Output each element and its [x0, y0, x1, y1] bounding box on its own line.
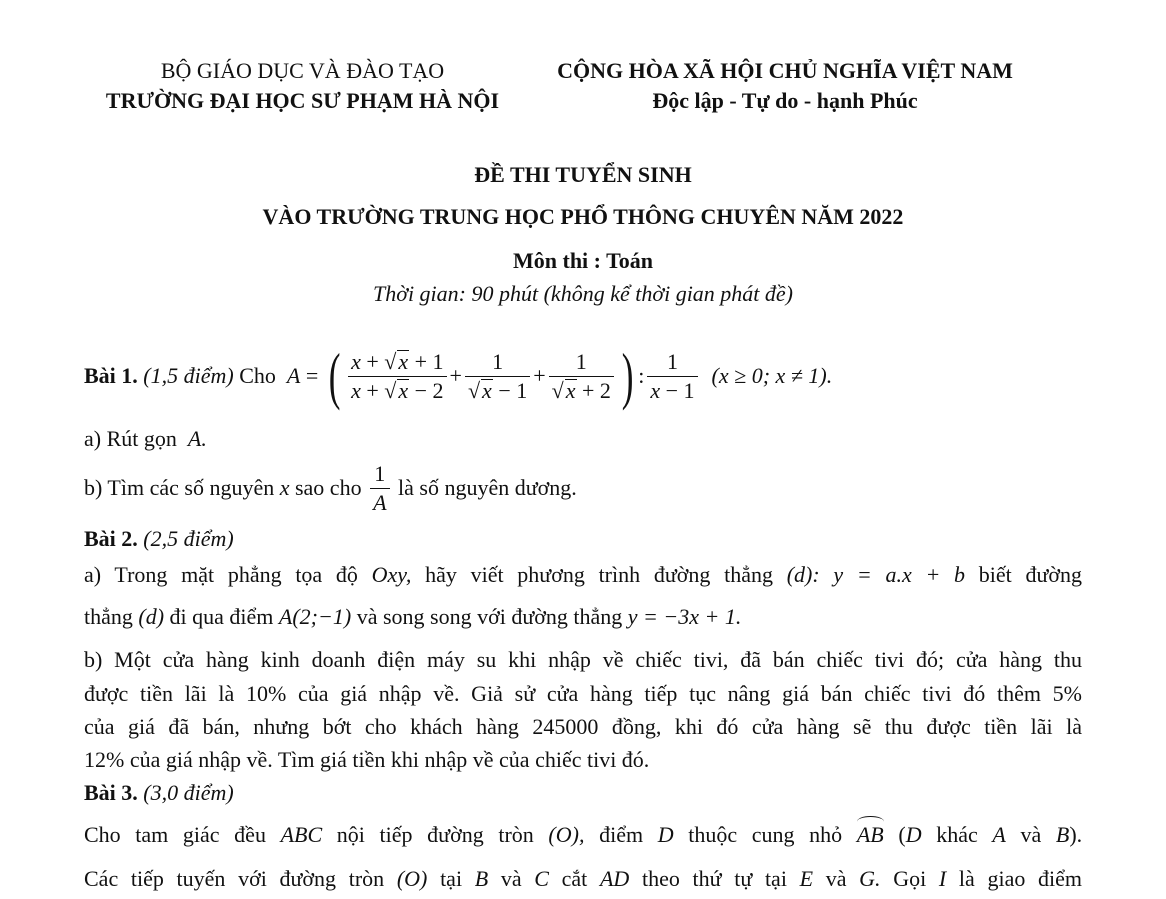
point-B: B [1055, 822, 1070, 847]
parallel-equation: y = −3x + 1. [627, 604, 742, 629]
oxy: Oxy, [371, 562, 412, 587]
exam-time: Thời gian: 90 phút (không kể thời gian phát đề) [372, 281, 794, 306]
fraction-1-over-A: $\frac{1}{A}$ [370, 460, 389, 517]
bai1-points: (1,5 điểm) [143, 363, 234, 388]
left-paren: ( [328, 340, 341, 411]
text: đi qua điểm [169, 604, 274, 629]
var-x: x [279, 475, 290, 500]
bai1-part-a [84, 426, 207, 452]
text: thẳng [84, 604, 133, 629]
bai1-b-mid: sao cho [294, 475, 362, 500]
bai3-line1 [84, 822, 1082, 848]
arc-AB: AB [856, 822, 884, 847]
right-paren: ) [621, 340, 634, 411]
text: Cho tam giác đều [84, 822, 266, 847]
point-G: G. [859, 866, 881, 891]
bai2-b-line3: của giá đã bán, nhưng bớt cho khách hàng 245000 đồng, khi đó cửa hàng sẽ thu được tiền lãi là [84, 714, 1082, 739]
text: và [825, 866, 847, 891]
bai3-line2 [84, 866, 1082, 892]
university-name: TRƯỜNG ĐẠI HỌC SƯ PHẠM HÀ NỘI [105, 88, 500, 113]
bai3-heading [84, 780, 234, 806]
text: theo thứ tự tại [641, 866, 787, 891]
text: a) Trong mặt phẳng tọa độ [84, 562, 358, 587]
bai2-b-line1: b) Một cửa hàng kinh doanh điện máy su khi nhập về chiếc tivi, đã bán chiếc tivi đó; cửa hàng thu [84, 647, 1082, 672]
country-name: CỘNG HÒA XÃ HỘI CHỦ NGHĨA VIỆT NAM [557, 58, 1013, 83]
motto: Độc lập - Tự do - hạnh Phúc [652, 88, 918, 113]
line-d: (d) [138, 604, 165, 629]
point-E: E [799, 866, 814, 891]
bai3-points: (3,0 điểm) [143, 780, 234, 805]
line-AD: AD [599, 866, 630, 891]
text: là giao điểm [958, 866, 1082, 891]
point-I: I [938, 866, 947, 891]
bai2-a-line1 [84, 562, 1082, 588]
line-equation: (d): y = a.x + b [786, 562, 966, 587]
point-D: D [657, 822, 674, 847]
ministry-name: BỘ GIÁO DỤC VÀ ĐÀO TẠO [160, 58, 445, 83]
fraction-3: $\frac{1}{√x + 2}$ [549, 348, 614, 405]
point-C: C [534, 866, 549, 891]
circle-O: (O), [548, 822, 585, 847]
text: điểm [599, 822, 644, 847]
text: khác [936, 822, 978, 847]
bai1-b-pre: b) Tìm các số nguyên [84, 475, 275, 500]
text: Các tiếp tuyến với đường tròn [84, 866, 385, 891]
point-D: D [905, 822, 922, 847]
bai1-b-post: là số nguyên dương. [398, 475, 577, 500]
text: tại [440, 866, 463, 891]
text: Gọi [893, 866, 927, 891]
bai1-intro: Cho [239, 363, 276, 388]
bai2-b-line2: được tiền lãi là 10% của giá nhập về. Giả sử cửa hàng tiếp tục nâng giá bán chiếc tivi đó thêm 5% [84, 681, 1082, 706]
triangle-ABC: ABC [280, 822, 323, 847]
formula-A: A [286, 363, 301, 388]
exam-subject: Môn thi : Toán [513, 248, 653, 273]
bai2-points: (2,5 điểm) [143, 526, 234, 551]
bai1-part-b [84, 458, 577, 518]
text: ). [1069, 822, 1083, 847]
point-A: A [992, 822, 1006, 847]
bai1-a-text: a) Rút gọn [84, 426, 177, 451]
bai2-label: Bài 2. [84, 526, 138, 551]
text: biết đường [978, 562, 1083, 587]
circle-O: (O) [396, 866, 428, 891]
text: nội tiếp đường tròn [336, 822, 534, 847]
bai1-label: Bài 1. [84, 363, 138, 388]
text: và [1020, 822, 1042, 847]
point-A: A(2;−1) [278, 604, 352, 629]
point-B: B [474, 866, 489, 891]
bai2-b-line4: 12% của giá nhập về. Tìm giá tiền khi nhập về của chiếc tivi đó. [84, 747, 650, 772]
bai1-statement: Bài 1. (1,5 điểm) Cho A = ( $\frac{x + √x + 1}{x + √x - 2}$ + $\frac{1}{√x - 1}$ + $\frac{1}{√x + 2}$ ) : $\frac{1}{x - 1}$ (x ≥ 0; x ≠ 1). [84, 340, 833, 411]
exam-title: ĐỀ THI TUYỂN SINH [474, 162, 692, 187]
text: ( [898, 822, 906, 847]
text: thuộc cung nhỏ [688, 822, 843, 847]
bai2-heading [84, 526, 234, 552]
fraction-2: $\frac{1}{√x - 1}$ [465, 348, 530, 405]
fraction-1: $\frac{x + √x + 1}{x + √x - 2}$ [348, 348, 446, 405]
text: cắt [561, 866, 588, 891]
bai1-a-var: A. [187, 426, 207, 451]
text: hãy viết phương trình đường thẳng [425, 562, 773, 587]
bai2-a-line2 [84, 604, 741, 630]
text: và song song với đường thẳng [356, 604, 623, 629]
bai3-label: Bài 3. [84, 780, 138, 805]
bai1-condition: (x ≥ 0; x ≠ 1). [711, 363, 833, 388]
exam-subtitle: VÀO TRƯỜNG TRUNG HỌC PHỔ THÔNG CHUYÊN NĂM 2022 [262, 204, 904, 229]
text: và [500, 866, 522, 891]
fraction-4: $\frac{1}{x - 1}$ [647, 348, 697, 405]
